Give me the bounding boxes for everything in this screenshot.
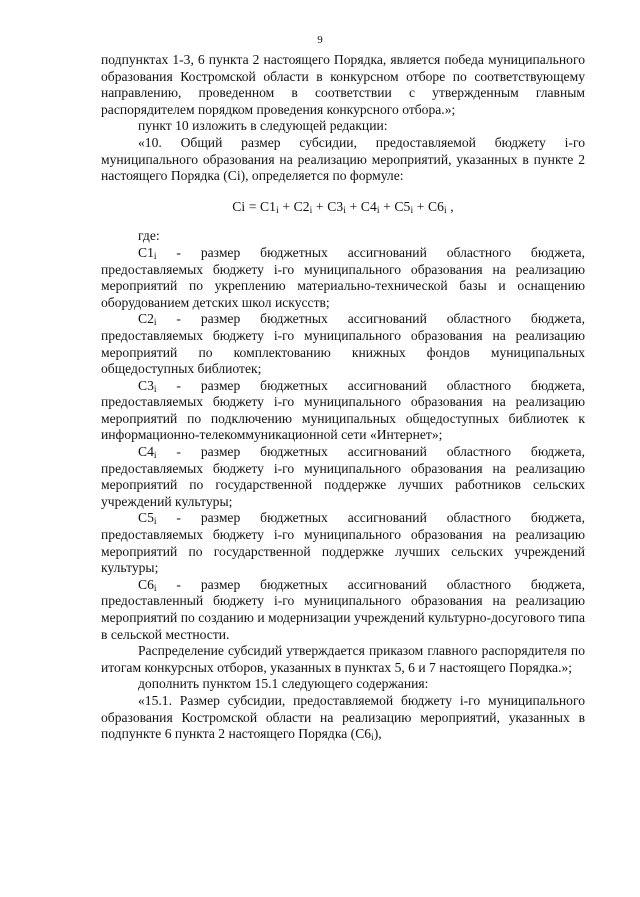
definition-c5: $C5_i$ - размер бюджетных ассигнований областного бюджета, предоставляемых бюджету i-го муниципального образования на реализацию мероприятий по государственной поддержке лучших сельских учреждений культуры;	[101, 510, 585, 576]
definition-c4: $C4_i$ - размер бюджетных ассигнований областного бюджета, предоставляемых бюджету i-го муниципального образования на реализацию мероприятий по государственной поддержке лучших работников сельских учреждений культуры;	[101, 444, 585, 509]
formula-term: $C2_i$ +	[293, 198, 328, 216]
paragraph-clause-10: «10. Общий размер субсидии, предоставляемой бюджету i-го муниципального образования на реализацию мероприятий, указанных в пункте 2 настоящего Порядка (Ci), определяется по формуле:	[101, 134, 585, 184]
formula-term: $C5_i$ +	[394, 198, 428, 216]
where-label: где:	[138, 228, 160, 244]
formula-term: $C1_i$ +	[260, 198, 294, 216]
formula-term: $C4_i$ +	[360, 198, 395, 216]
formula-lhs: Ci =	[232, 198, 260, 214]
definition-c6: $C6_i$ - размер бюджетных ассигнований областного бюджета, предоставленный бюджету i-го муниципального образования на реализацию мероприятий по созданию и модернизации учреждений культурно-досугового типа в сельской местности.	[101, 576, 585, 642]
definition-c3: $C3_i$ - размер бюджетных ассигнований областного бюджета, предоставляемых бюджету i-го муниципального образования на реализацию мероприятий по подключению муниципальных общедоступных библиотек к информационно-телекоммуникационной сети «Интернет»;	[101, 377, 585, 443]
document-body	[101, 52, 585, 743]
definition-c1: $C1_i$ - размер бюджетных ассигнований областного бюджета, предоставляемых бюджету i-го муниципального образования на реализацию мероприятий по укреплению материально-технической базы и оснащению оборудованием детских школ искусств;	[101, 244, 585, 310]
paragraph-instruction-15-1: дополнить пунктом 15.1 следующего содержания:	[138, 676, 429, 692]
page-number: 9	[317, 34, 323, 46]
formula	[101, 199, 585, 216]
definition-c2: $C2_i$ - размер бюджетных ассигнований областного бюджета, предоставляемых бюджету i-го муниципального образования на реализацию мероприятий по комплектованию книжных фондов муниципальных общедоступных библиотек;	[101, 311, 585, 377]
paragraph-continuation: подпунктах 1-3, 6 пункта 2 настоящего Порядка, является победа муниципального образования Костромской области в конкурсном отборе по соответствующему направлению, проведенном в соответствии с утвержденным главным распорядителем порядком проведения конкурсного отбора.»;	[101, 52, 585, 117]
paragraph-clause-15-1: «15.1. Размер субсидии, предоставляемой бюджету i-го муниципального образования Костромской области на реализацию мероприятий, указанных в подпункте 6 пункта 2 настоящего Порядка $(C6_i)$,	[101, 692, 585, 744]
paragraph-distribution: Распределение субсидий утверждается приказом главного распорядителя по итогам конкурсных отборов, указанных в пунктах 5, 6 и 7 настоящего Порядка.»;	[101, 643, 585, 675]
formula-term: $C3_i$ +	[327, 198, 361, 216]
formula-term: $C6_i$ ,	[427, 198, 454, 216]
paragraph-instruction-10: пункт 10 изложить в следующей редакции:	[138, 118, 388, 134]
